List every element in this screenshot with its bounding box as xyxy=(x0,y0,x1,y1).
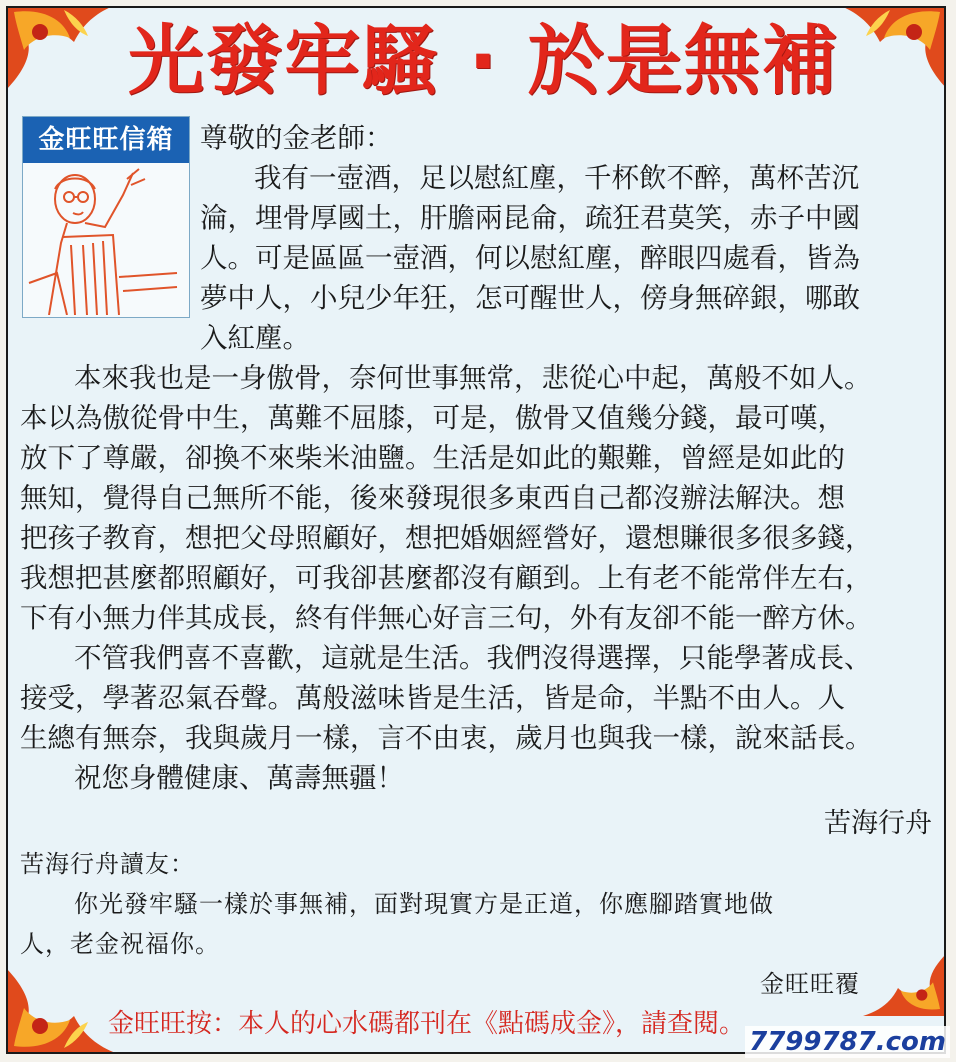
letter-line: 入紅塵。 xyxy=(200,322,310,354)
ornament-corner-top-left xyxy=(6,6,124,102)
column-badge xyxy=(22,116,190,318)
letter-line: 夢中人，小兒少年狂，怎可醒世人，傍身無碎銀，哪敢 xyxy=(200,282,860,314)
reply-line: 人，老金祝福你。 xyxy=(20,930,220,958)
letter-line: 祝您身體健康、萬壽無疆！ xyxy=(74,762,404,794)
letter-line: 無知，覺得自己無所不能，後來發現很多東西自己都沒辦法解決。想 xyxy=(20,482,845,514)
letter-line: 本來我也是一身傲骨，奈何世事無常，悲從心中起，萬般不如人。 xyxy=(74,362,872,394)
headline: 光發牢騷 · 於是無補 xyxy=(128,16,840,105)
ornament-corner-bottom-right xyxy=(860,946,946,1016)
reply-signature: 金旺旺覆 xyxy=(760,970,860,998)
letter-line: 生總有無奈，我與歲月一樣，言不由衷，歲月也與我一樣，說來話長。 xyxy=(20,722,873,754)
letter-line: 下有小無力伴其成長，終有伴無心好言三句，外有友卻不能一醉方休。 xyxy=(20,602,873,634)
site-watermark: 7799787.com xyxy=(745,1026,950,1058)
reply-salutation: 苦海行舟讀友： xyxy=(20,850,195,878)
letter-line: 接受，學著忍氣吞聲。萬般滋味皆是生活，皆是命，半點不由人。人 xyxy=(20,682,845,714)
reply-line: 你光發牢騷一樣於事無補，面對現實方是正道，你應腳踏實地做 xyxy=(74,890,774,918)
letter-line: 我有一壺酒，足以慰紅塵，千杯飲不醉，萬杯苦沉 xyxy=(254,162,859,194)
letter-line: 人。可是區區一壺酒，何以慰紅塵，醉眼四處看，皆為 xyxy=(200,242,860,274)
letter-signature: 苦海行舟 xyxy=(824,808,932,839)
editor-note: 金旺旺按：本人的心水碼都刊在《點碼成金》，請查閱。 xyxy=(108,1009,746,1039)
article-frame xyxy=(6,6,946,1054)
letter-line: 我想把甚麼都照顧好，可我卻甚麼都沒有顧到。上有老不能常伴左右， xyxy=(20,562,873,594)
column-label: 金旺旺信箱 xyxy=(23,117,189,163)
letter-line: 本以為傲從骨中生，萬難不屈膝，可是，傲骨又值幾分錢，最可嘆， xyxy=(20,402,845,434)
letter-line: 放下了尊嚴，卻換不來柴米油鹽。生活是如此的艱難，曾經是如此的 xyxy=(20,442,845,474)
ornament-corner-top-right xyxy=(830,6,946,102)
ornament-corner-bottom-left xyxy=(6,956,124,1054)
letter-line: 淪，埋骨厚國土，肝膽兩昆侖，疏狂君莫笑，赤子中國 xyxy=(200,202,860,234)
letter-line: 把孩子教育，想把父母照顧好，想把婚姻經營好，還想賺很多很多錢， xyxy=(20,522,873,554)
columnist-illustration xyxy=(27,165,187,315)
letter-salutation: 尊敬的金老師： xyxy=(200,122,393,154)
letter-line: 不管我們喜不喜歡，這就是生活。我們沒得選擇，只能學著成長、 xyxy=(74,642,872,674)
